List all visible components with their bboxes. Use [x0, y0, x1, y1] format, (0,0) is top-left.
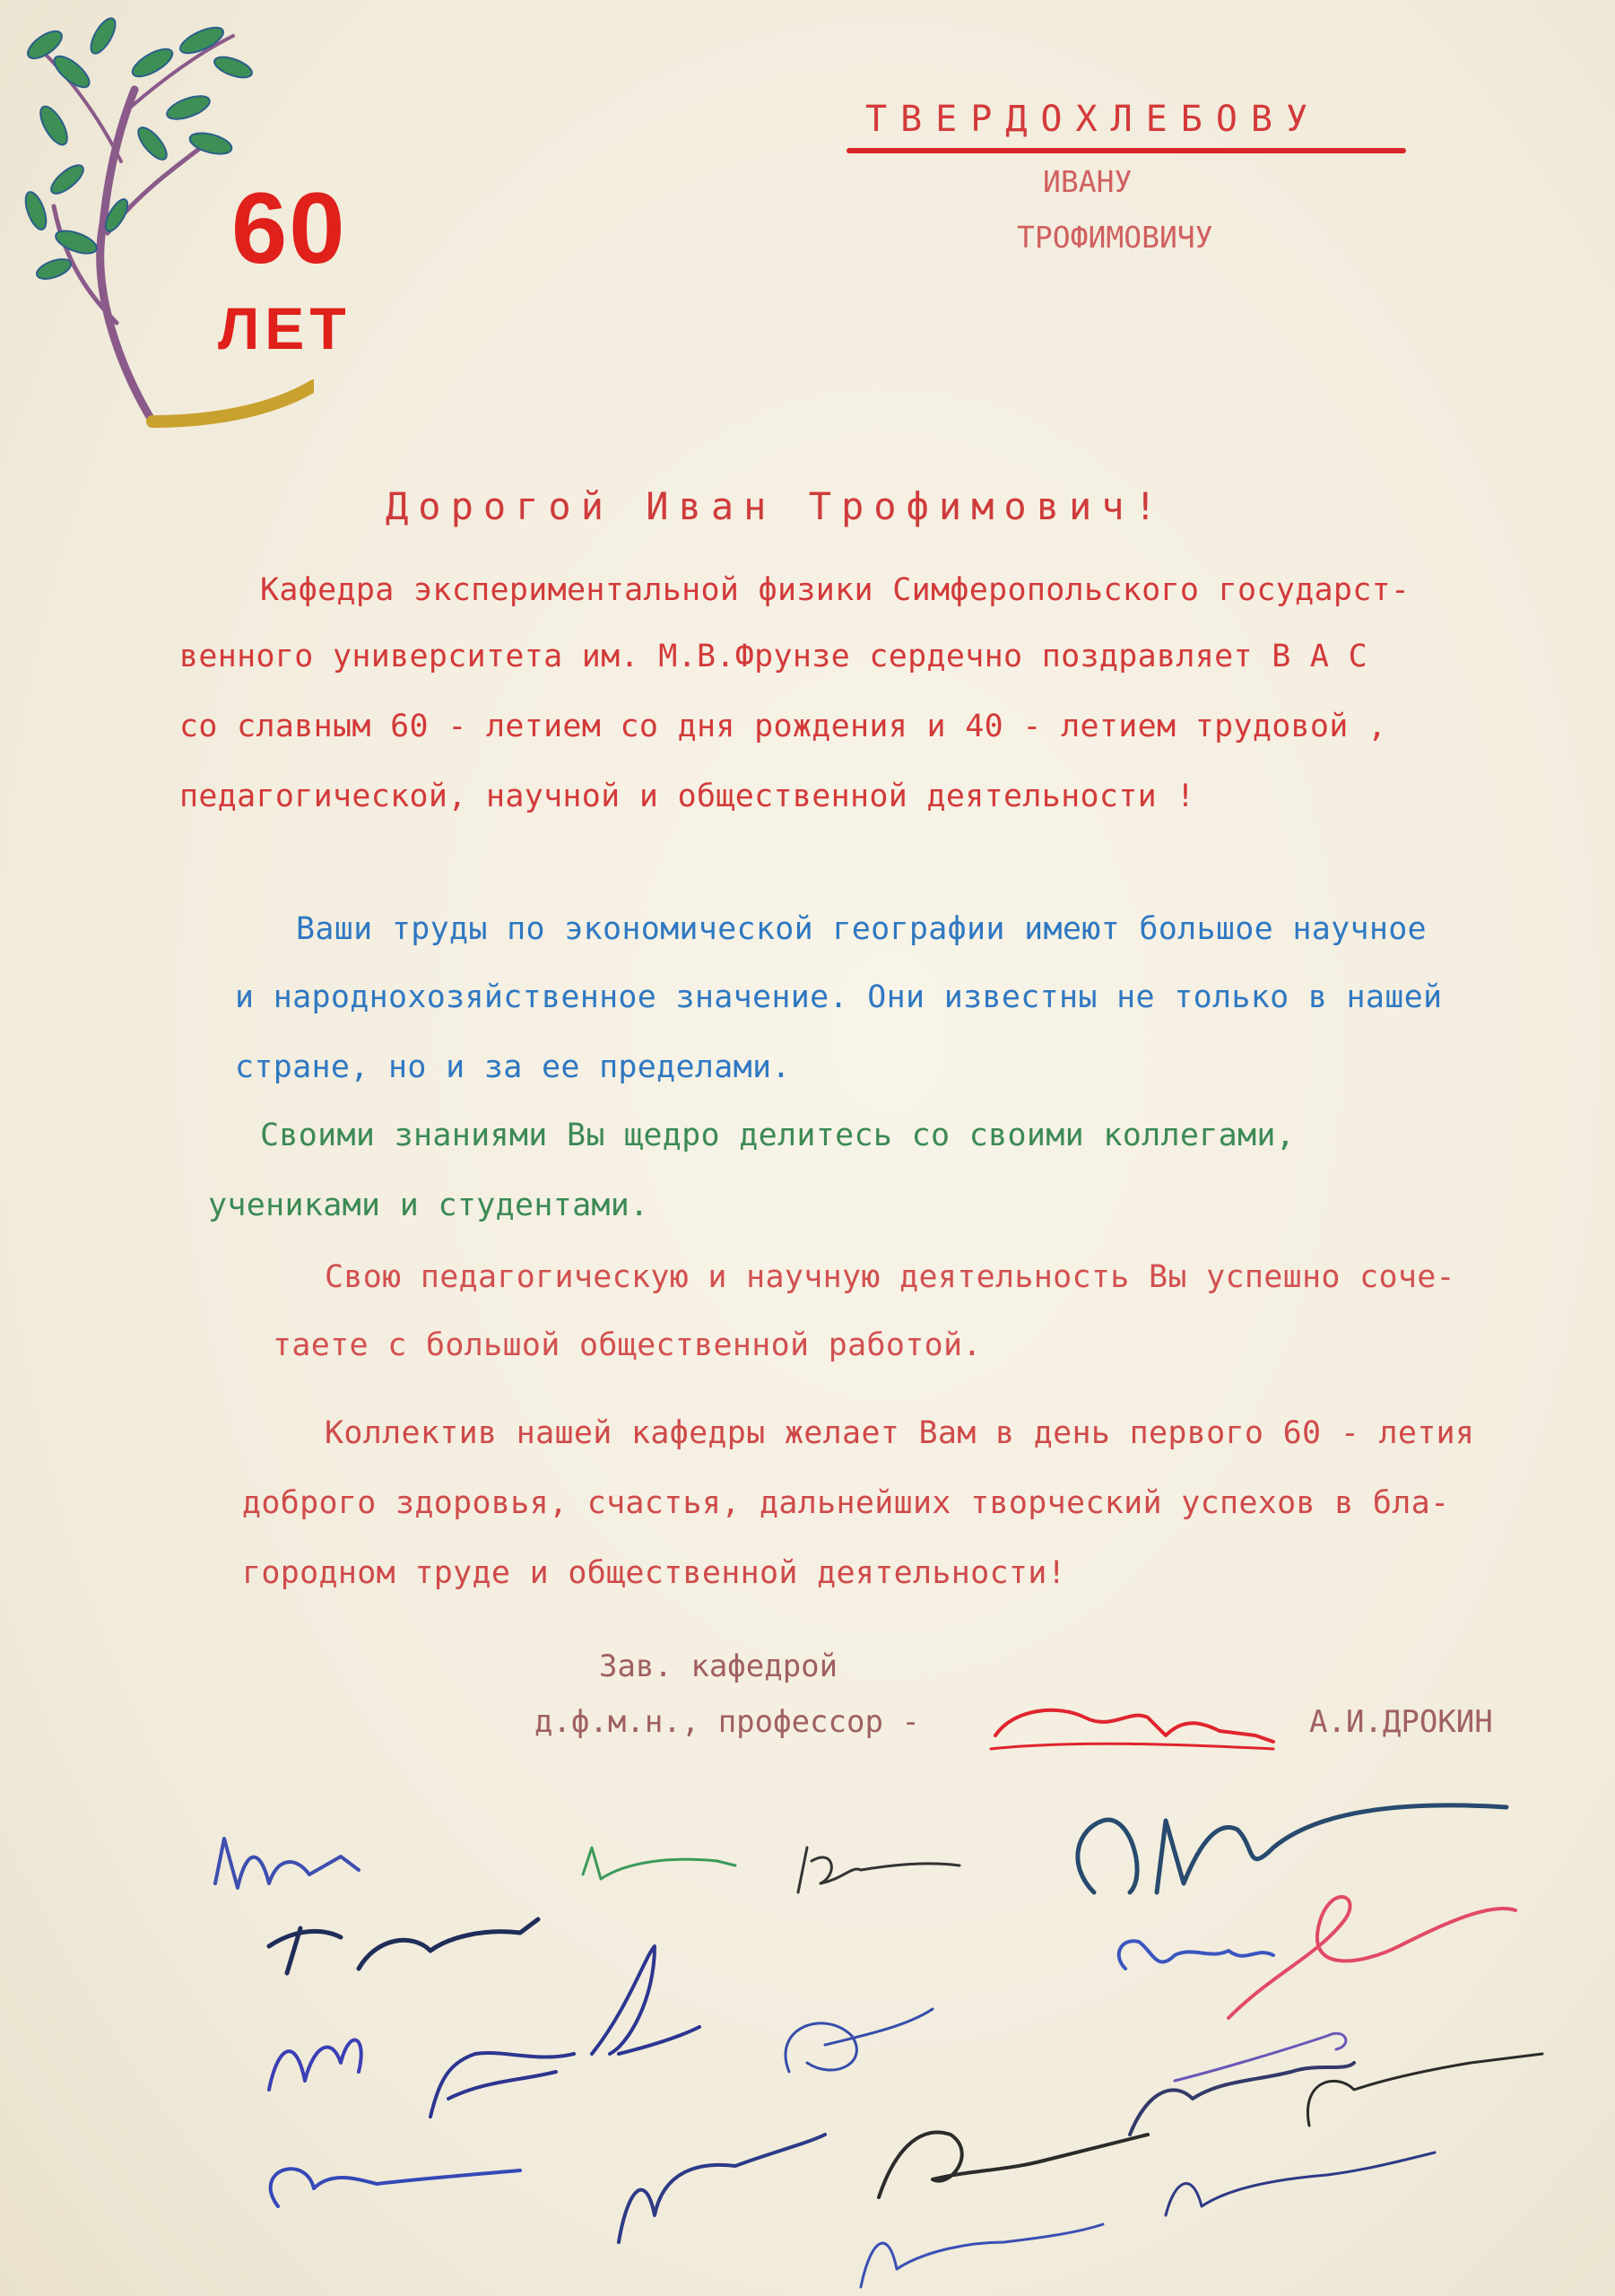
staff-signature — [619, 2135, 825, 2242]
staff-signature — [861, 2224, 1103, 2287]
staff-signature — [1175, 2033, 1346, 2081]
anniversary-number: 60 — [231, 172, 347, 284]
paragraph1-line: венного университета им. М.В.Фрунзе сердечно поздравляет В А С — [179, 639, 1368, 674]
greeting: Дорогой Иван Трофимович! — [386, 484, 1167, 528]
staff-signature — [1078, 1805, 1506, 1892]
staff-signature — [1130, 2063, 1354, 2135]
staff-signature — [271, 2169, 520, 2206]
staff-signature — [879, 2133, 1148, 2197]
recipient-patronymic: ТРОФИМОВИЧУ — [1017, 220, 1213, 255]
paragraph3-line: Своими знаниями Вы щедро делитесь со своими коллегами, — [260, 1118, 1296, 1153]
staff-signature — [1166, 2152, 1435, 2215]
staff-signature — [269, 1919, 538, 1973]
head-name: А.И.ДРОКИН — [1309, 1704, 1493, 1740]
staff-signature — [1307, 2054, 1542, 2126]
paragraph5-line: городном труде и общественной деятельности! — [242, 1555, 1066, 1591]
staff-signature — [430, 2053, 574, 2117]
paragraph2-line: Ваши труды по экономической географии имеют большое научное — [296, 911, 1427, 947]
paragraph3-line: учениками и студентами. — [208, 1187, 649, 1223]
head-signature — [995, 1710, 1273, 1742]
staff-signature — [1229, 1897, 1515, 2018]
staff-signature — [798, 1848, 959, 1892]
staff-signature — [583, 1848, 735, 1879]
staff-signature — [592, 1946, 699, 2054]
paragraph1-line: Кафедра экспериментальной физики Симферопольского государст- — [260, 572, 1411, 608]
staff-signature — [786, 2009, 933, 2072]
paragraph4-line: таете с большой общественной работой. — [273, 1327, 982, 1363]
paragraph2-line: стране, но и за ее пределами. — [235, 1049, 791, 1085]
head-title: д.ф.м.н., профессор - — [534, 1704, 920, 1740]
anniversary-word: ЛЕТ — [218, 295, 352, 361]
paragraph1-line: со славным 60 - летием со дня рождения и 40 - летием трудовой , — [179, 709, 1387, 744]
paragraph4-line: Свою педагогическую и научную деятельность Вы успешно соче- — [325, 1259, 1455, 1295]
recipient-surname: ТВЕРДОХЛЕБОВУ — [865, 99, 1322, 140]
head-position: Зав. кафедрой — [599, 1648, 838, 1684]
paragraph2-line: и народнохозяйственное значение. Они известны не только в нашей — [235, 979, 1443, 1015]
paragraph5-line: доброго здоровья, счастья, дальнейших творческий успехов в бла- — [242, 1485, 1450, 1521]
staff-signature — [269, 2040, 361, 2090]
recipient-first-name: ИВАНУ — [1043, 164, 1133, 199]
staff-signature — [1119, 1941, 1273, 1969]
paragraph5-line: Коллектив нашей кафедры желает Вам в день первого 60 - летия — [325, 1415, 1475, 1451]
paragraph1-line: педагогической, научной и общественной деятельности ! — [179, 778, 1195, 814]
staff-signature — [215, 1839, 359, 1888]
